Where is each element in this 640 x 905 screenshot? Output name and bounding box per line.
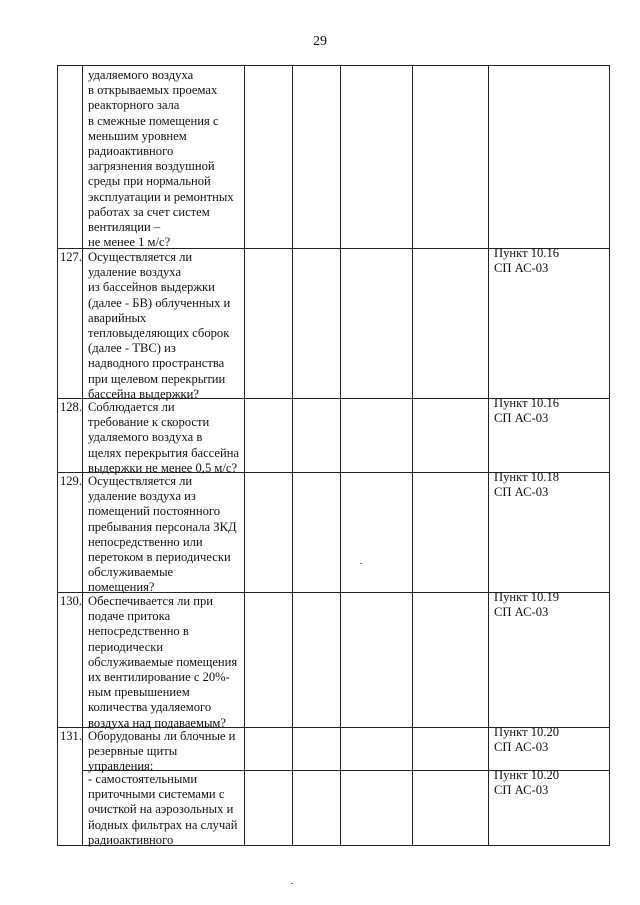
- page-number: 29: [313, 34, 327, 49]
- column-divider: [82, 66, 83, 845]
- column-divider: [244, 66, 245, 845]
- regulation-reference: Пункт 10.19 СП АС-03: [494, 590, 560, 620]
- question-text: Соблюдается ли требование к скорости удаляемого воздуха в щелях перекрытия бассейна выдержки не менее 0,5 м/с?: [88, 400, 240, 475]
- column-divider: [292, 66, 293, 845]
- checklist-table: [57, 65, 610, 846]
- column-divider: [412, 66, 413, 845]
- scan-speck: [360, 563, 362, 564]
- regulation-reference: Пункт 10.16 СП АС-03: [494, 396, 560, 426]
- regulation-reference: Пункт 10.20 СП АС-03: [494, 768, 560, 798]
- regulation-reference: Пункт 10.20 СП АС-03: [494, 725, 560, 755]
- row-number: 130.: [59, 594, 82, 608]
- regulation-reference: Пункт 10.18 СП АС-03: [494, 470, 560, 500]
- row-number: 129.: [59, 474, 82, 488]
- question-text: Обеспечивается ли при подаче притока непосредственно в периодически обслуживаемые помещения их вентилирование с 20%- ным превышением количества удаляемого воздуха над подаваемым?: [88, 594, 238, 730]
- question-text: Осуществляется ли удаление воздуха из помещений постоянного пребывания персонала ЗКД непосредственно или перетоком в периодически обслуживаемые помещения?: [88, 474, 237, 595]
- question-text: удаляемого воздуха в открываемых проемах реакторного зала в смежные помещения с меньшим уровнем радиоактивного загрязнения воздушной среды при нормальной эксплуатации и ремонтных работах за счет систем вентиляции – не менее 1 м/с?: [88, 68, 234, 250]
- row-number: 128.: [59, 400, 82, 414]
- row-number: 131.: [59, 729, 82, 743]
- column-divider: [488, 66, 489, 845]
- row-number: 127.: [59, 250, 82, 264]
- question-text: Оборудованы ли блочные и резервные щиты управления:: [88, 729, 236, 774]
- question-text: - самостоятельными приточными системами с очисткой на аэрозольных и йодных фильтрах на случай радиоактивного: [88, 772, 238, 847]
- question-text: Осуществляется ли удаление воздуха из бассейнов выдержки (далее - БВ) облученных и аварийных тепловыделяющих сборок (далее - ТВС) из надводного пространства при щелевом перекрытии бассейна выдержки?: [88, 250, 231, 401]
- column-divider: [340, 66, 341, 845]
- regulation-reference: Пункт 10.16 СП АС-03: [494, 246, 560, 276]
- scan-speck: [291, 883, 293, 884]
